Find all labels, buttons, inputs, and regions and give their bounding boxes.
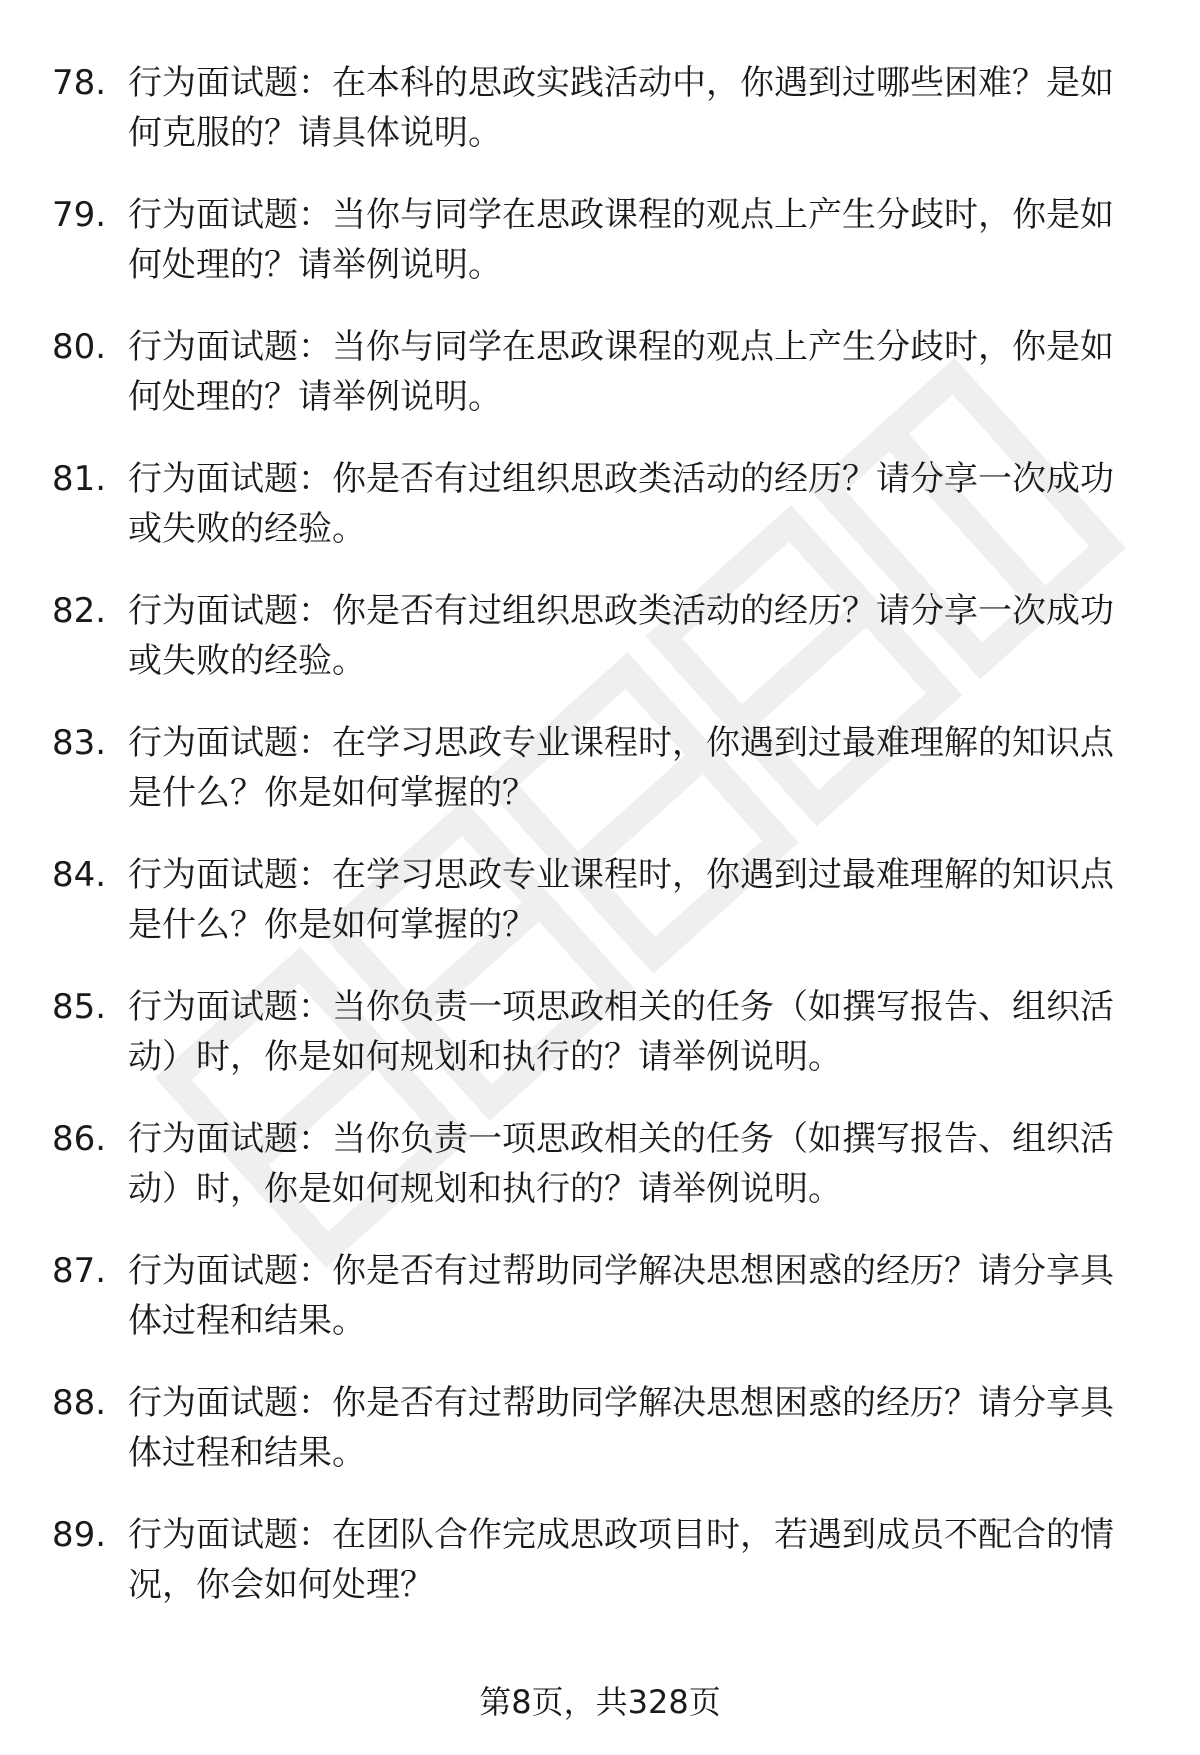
question-text: 行为面试题：在学习思政专业课程时，你遇到过最难理解的知识点是什么？你是如何掌握的？ — [128, 723, 1114, 813]
question-text: 行为面试题：当你负责一项思政相关的任务（如撰写报告、组织活动）时，你是如何规划和执行的？请举例说明。 — [128, 1119, 1114, 1209]
question-text: 行为面试题：在团队合作完成思政项目时，若遇到成员不配合的情况，你会如何处理？ — [128, 1515, 1114, 1605]
question-item — [0, 718, 1200, 850]
question-item — [0, 586, 1200, 718]
question-item — [0, 1246, 1200, 1378]
question-item — [0, 850, 1200, 982]
question-number: 86. — [52, 1119, 107, 1159]
question-number: 79. — [52, 195, 107, 235]
question-number: 88. — [52, 1383, 107, 1423]
question-number: 80. — [52, 327, 107, 367]
question-item — [0, 322, 1200, 454]
question-item — [0, 1510, 1200, 1642]
question-number: 78. — [52, 63, 107, 103]
question-item — [0, 1378, 1200, 1510]
question-number: 81. — [52, 459, 107, 499]
question-text: 行为面试题：当你与同学在思政课程的观点上产生分歧时，你是如何处理的？请举例说明。 — [128, 195, 1114, 285]
question-text: 行为面试题：你是否有过帮助同学解决思想困惑的经历？请分享具体过程和结果。 — [128, 1383, 1114, 1473]
question-list — [0, 58, 1200, 1642]
question-item — [0, 190, 1200, 322]
page-indicator: 第8页，共328页 — [479, 1683, 721, 1721]
question-item — [0, 982, 1200, 1114]
question-text: 行为面试题：当你负责一项思政相关的任务（如撰写报告、组织活动）时，你是如何规划和执行的？请举例说明。 — [128, 987, 1114, 1077]
question-number: 89. — [52, 1515, 107, 1555]
question-item — [0, 1114, 1200, 1246]
question-text: 行为面试题：你是否有过组织思政类活动的经历？请分享一次成功或失败的经验。 — [128, 459, 1114, 549]
question-number: 87. — [52, 1251, 107, 1291]
question-number: 85. — [52, 987, 107, 1027]
question-item — [0, 58, 1200, 190]
question-number: 84. — [52, 855, 107, 895]
question-number: 82. — [52, 591, 107, 631]
question-text: 行为面试题：你是否有过帮助同学解决思想困惑的经历？请分享具体过程和结果。 — [128, 1251, 1114, 1341]
question-text: 行为面试题：在本科的思政实践活动中，你遇到过哪些困难？是如何克服的？请具体说明。 — [128, 63, 1114, 153]
question-item — [0, 454, 1200, 586]
question-number: 83. — [52, 723, 107, 763]
question-text: 行为面试题：你是否有过组织思政类活动的经历？请分享一次成功或失败的经验。 — [128, 591, 1114, 681]
question-text: 行为面试题：当你与同学在思政课程的观点上产生分歧时，你是如何处理的？请举例说明。 — [128, 327, 1114, 417]
question-text: 行为面试题：在学习思政专业课程时，你遇到过最难理解的知识点是什么？你是如何掌握的？ — [128, 855, 1114, 945]
